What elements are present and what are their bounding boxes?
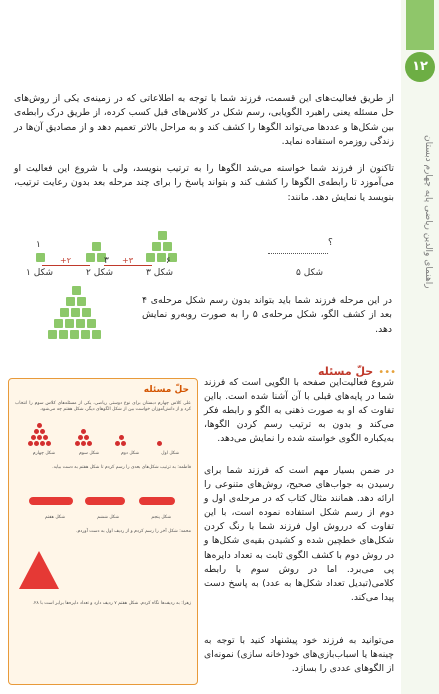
pattern-square <box>48 330 57 339</box>
red-dot <box>84 435 89 440</box>
red-dot <box>34 429 39 434</box>
inset-text: فاطمه: به ترتیب شکل‌های بعدی را رسم کردم تا شکل هفتم به دست بیاید. <box>52 465 191 470</box>
inset-title: حلّ مسئله <box>143 385 189 395</box>
pattern-square <box>60 308 69 317</box>
red-dot <box>119 435 124 440</box>
inset-caption: شکل ششم <box>97 515 119 520</box>
inset-caption: شکل پنجم <box>151 515 171 520</box>
step-arrow <box>104 265 152 266</box>
pattern-square <box>152 242 161 251</box>
intro-paragraph-2: تاکنون از فرزند شما خواسته می‌شد الگوها را به ترتیب بنویسد، ولی با شروع این فعالیت او می‌آموزد تا رابطه‌ی الگوها را کشف کند و بتواند پاسخ را برای چند مرحله بعد بدون رعایت ترتیب، بنویسد یا نمایش دهد. مانند: <box>14 163 394 203</box>
solve-paragraph-3: می‌توانید به فرزند خود پیشنهاد کنید با توجه به چینه‌ها یا اسباب‌بازی‌های خود(خانه سازی) نمونه‌ای از الگوهای عددی را بسازد. <box>204 635 394 675</box>
figure-label: شکل ۲ <box>86 268 114 278</box>
solve-paragraph-1: شروع فعالیت‌این صفحه با الگویی است که فرزند شما در پایه‌های قبلی با آن آشنا شده است. بااین تفاوت که او به صورت ذهنی به الگو و رابطه فکر می‌کند و بدون به ترتیب رسم کردن الگوها، به‌یکباره الگوی خواسته شده را نمایش می‌دهد. <box>204 377 394 445</box>
pattern-square <box>87 319 96 328</box>
red-dot <box>37 423 42 428</box>
figure-label: شکل ۳ <box>146 268 174 278</box>
red-dot <box>40 441 45 446</box>
pattern-square <box>66 297 75 306</box>
red-dot <box>157 441 162 446</box>
count-label: ۱ <box>36 240 41 250</box>
figure-5-triangle <box>28 286 128 350</box>
inset-caption: شکل هفتم <box>44 515 65 520</box>
red-dot <box>75 441 80 446</box>
intro-paragraph-1: از طریق فعالیت‌های این قسمت، فرزند شما با توجه به اطلاعاتی که در زمینه‌ی یکی از روش‌های حل مسئله یعنی راهبرد الگویابی، رسم شکل در کلاس‌های قبل کسب کرده، از طریق درک رابطه‌ی بین شکل‌ها و عددها می‌تواند الگوها را کشف کند و به مراحل بالاتر تعمیم دهد و از مصادیق آن‌ها در زندگی روزمره استفاده نماید. <box>14 93 394 147</box>
inset-caption: شکل سوم <box>79 451 99 456</box>
dot-row <box>139 497 175 505</box>
pattern-square <box>81 330 90 339</box>
textbook-inset <box>8 378 198 685</box>
red-dot <box>46 441 51 446</box>
red-dot <box>31 435 36 440</box>
step-label: +۲ <box>60 256 71 265</box>
inset-caption: شکل دوم <box>120 451 139 456</box>
inset-text: محمد: شکل آخر را رسم کردم و از ردیف اول به دست آوردم. <box>76 529 191 534</box>
dot-triangle-figure <box>17 549 61 593</box>
pattern-square <box>77 297 86 306</box>
count-label: ۶ <box>166 256 171 266</box>
red-dot <box>121 441 126 446</box>
red-dot <box>37 435 42 440</box>
figure-label: شکل ۱ <box>26 268 54 278</box>
inset-text: علی کلاس چهارم دبستان برای نوع دوستی ریاضی، یکی از مسئله‌های کلاس سوم را انتخاب کرد و از دانش‌آموزان خواست بین از شکل الگوهای دیگر، شکل هفتم چه می‌شود. <box>15 401 191 412</box>
red-dot <box>81 429 86 434</box>
pattern-square <box>92 330 101 339</box>
dot-row <box>85 497 125 505</box>
inset-text: زهرا: به ردیف‌ها نگاه کردم. شکل هفتم ۷ ردیف دارد و تعداد دایره‌ها برابر است با ۲۸. <box>32 601 191 606</box>
inset-caption: شکل چهارم <box>32 451 55 456</box>
side-title: راهنمای والدین ریاضی پایه چهارم دبستان <box>423 135 433 289</box>
pattern-square <box>157 253 166 262</box>
pattern-square <box>71 308 80 317</box>
pattern-square <box>72 286 81 295</box>
pattern-square <box>36 253 45 262</box>
red-dot <box>87 441 92 446</box>
pattern-square <box>76 319 85 328</box>
red-dot <box>115 441 120 446</box>
pattern-square <box>82 308 91 317</box>
count-label: ۳ <box>104 256 109 266</box>
answer-blank <box>268 253 328 254</box>
side-accent-strip <box>406 0 434 50</box>
pattern-square <box>54 319 63 328</box>
pattern-diagram <box>0 218 400 278</box>
pattern-square <box>92 242 101 251</box>
red-dot <box>78 435 83 440</box>
pattern-square <box>59 330 68 339</box>
red-dot <box>40 429 45 434</box>
pattern-square <box>158 231 167 240</box>
pattern-square <box>146 253 155 262</box>
dots-icon: ••• <box>378 367 396 378</box>
step-arrow <box>42 265 90 266</box>
red-dot <box>34 441 39 446</box>
inset-caption: شکل اول <box>161 451 179 456</box>
count-label: ؟ <box>328 238 333 248</box>
red-dot <box>81 441 86 446</box>
solve-paragraph-2: در ضمن بسیار مهم است که فرزند شما برای رسیدن به جواب‌های صحیح، روش‌های متنوعی را ارائه دهد. همانند مثال کتاب که در مرحله‌ی اول و دوم از رسم شکل استفاده نموده است، با این تفاوت که درروش اول فرزند شما با رنگ کردن شکل‌های خطچین شده و کشیدن بقیه‌ی شکل‌ها و در روش دوم با کشف الگوی ثابت به تعداد دایره‌ها پی می‌برد. اما در روش سوم با رابطه کلامی(تبدیل تعداد شکل‌ها به عدد) به پاسخ دست پیدا می‌کند. <box>204 465 394 603</box>
step-label: +۳ <box>122 256 133 265</box>
pattern-square <box>86 253 95 262</box>
pattern-square <box>163 242 172 251</box>
page-number-badge: ۱۲ <box>405 52 435 82</box>
figure-label: شکل ۵ <box>296 268 324 278</box>
section-title: حلّ مسئله <box>317 365 374 378</box>
red-dot <box>28 441 33 446</box>
paragraph-3: در این مرحله فرزند شما باید بتواند بدون رسم شکل مرحله‌ی ۴ بعد از کشف الگو، شکل مرحله‌ی ۵ را به صورت روبه‌رو نمایش دهد. <box>142 295 393 335</box>
pattern-square <box>65 319 74 328</box>
red-dot <box>43 435 48 440</box>
dot-row <box>29 497 73 505</box>
pattern-square <box>70 330 79 339</box>
